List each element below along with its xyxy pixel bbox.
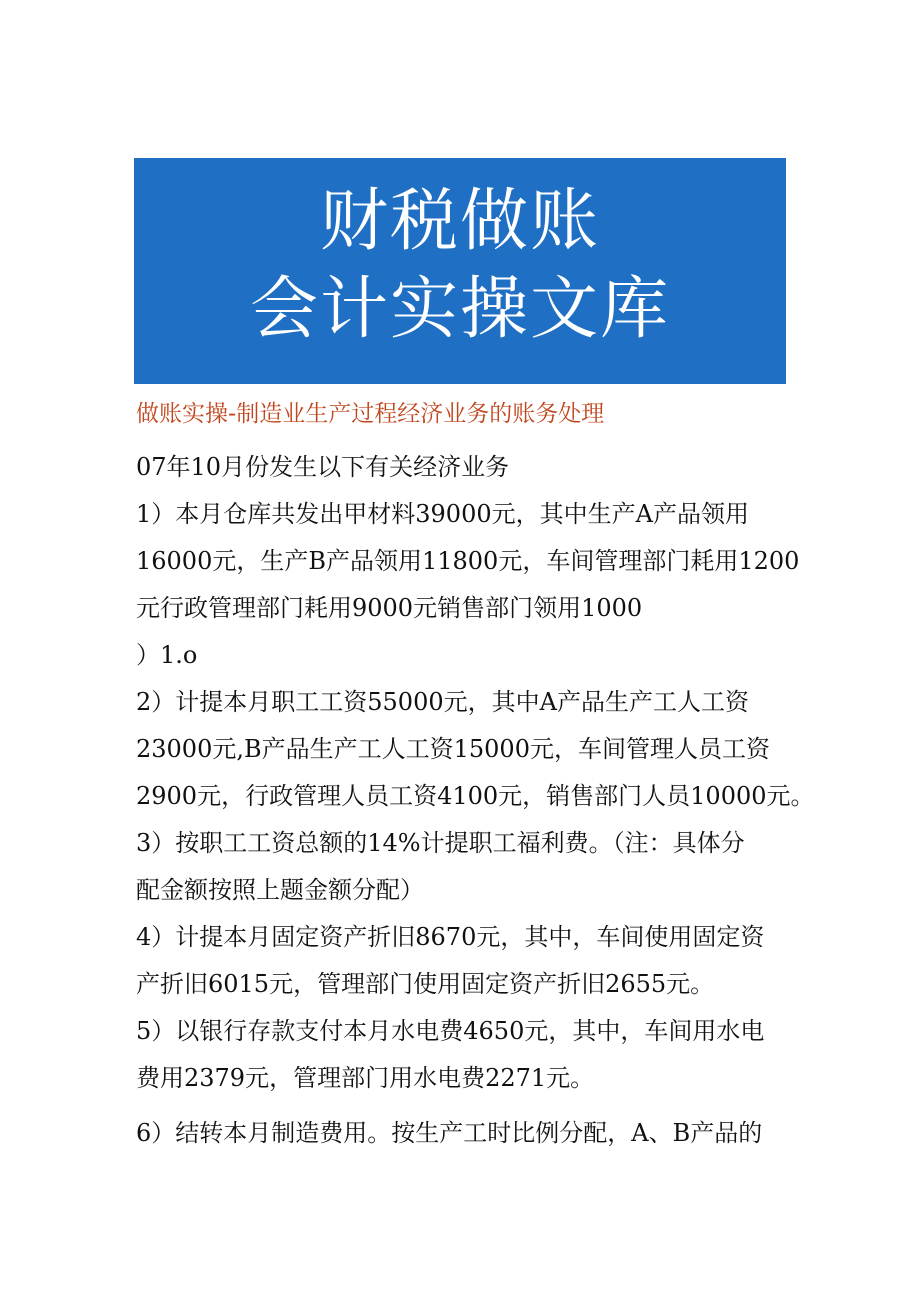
item-5-line-2: 费用2379元，管理部门用水电费2271元。 bbox=[136, 1064, 595, 1092]
item-1-line-3: 元行政管理部门耗用9000元销售部门领用1000 bbox=[136, 594, 643, 622]
item-2-line-1: 2）计提本月职工工资55000元，其中A产品生产工人工资 bbox=[136, 688, 749, 716]
item-6-line-1: 6）结转本月制造费用。按生产工时比例分配，A、B产品的 bbox=[136, 1119, 763, 1147]
document-body bbox=[136, 444, 815, 1157]
item-4-line-2: 产折旧6015元，管理部门使用固定资产折旧2655元。 bbox=[136, 970, 715, 998]
banner-title-line-2: 会计实操文库 bbox=[249, 270, 670, 349]
item-2-line-2: 23000元,B产品生产工人工资15000元，车间管理人员工资 bbox=[136, 735, 770, 763]
item-1-line-4: ）1.o bbox=[136, 641, 198, 669]
intro-line: 07年10月份发生以下有关经济业务 bbox=[136, 453, 510, 481]
item-4-line-1: 4）计提本月固定资产折旧8670元，其中，车间使用固定资 bbox=[136, 923, 765, 951]
item-1-line-1: 1）本月仓库共发出甲材料39000元，其中生产A产品领用 bbox=[136, 500, 749, 528]
item-2-line-3: 2900元，行政管理人员工资4100元，销售部门人员10000元。 bbox=[136, 782, 815, 810]
header-banner bbox=[134, 158, 786, 384]
item-3-line-1: 3）按职工工资总额的14%计提职工福利费。（注：具体分 bbox=[136, 829, 745, 857]
item-1-line-2: 16000元，生产B产品领用11800元，车间管理部门耗用1200 bbox=[136, 547, 800, 575]
item-3-line-2: 配金额按照上题金额分配） bbox=[136, 876, 424, 904]
document-title: 做账实操-制造业生产过程经济业务的账务处理 bbox=[136, 401, 605, 427]
banner-title-line-1: 财税做账 bbox=[319, 182, 600, 261]
item-5-line-1: 5）以银行存款支付本月水电费4650元，其中，车间用水电 bbox=[136, 1017, 765, 1045]
